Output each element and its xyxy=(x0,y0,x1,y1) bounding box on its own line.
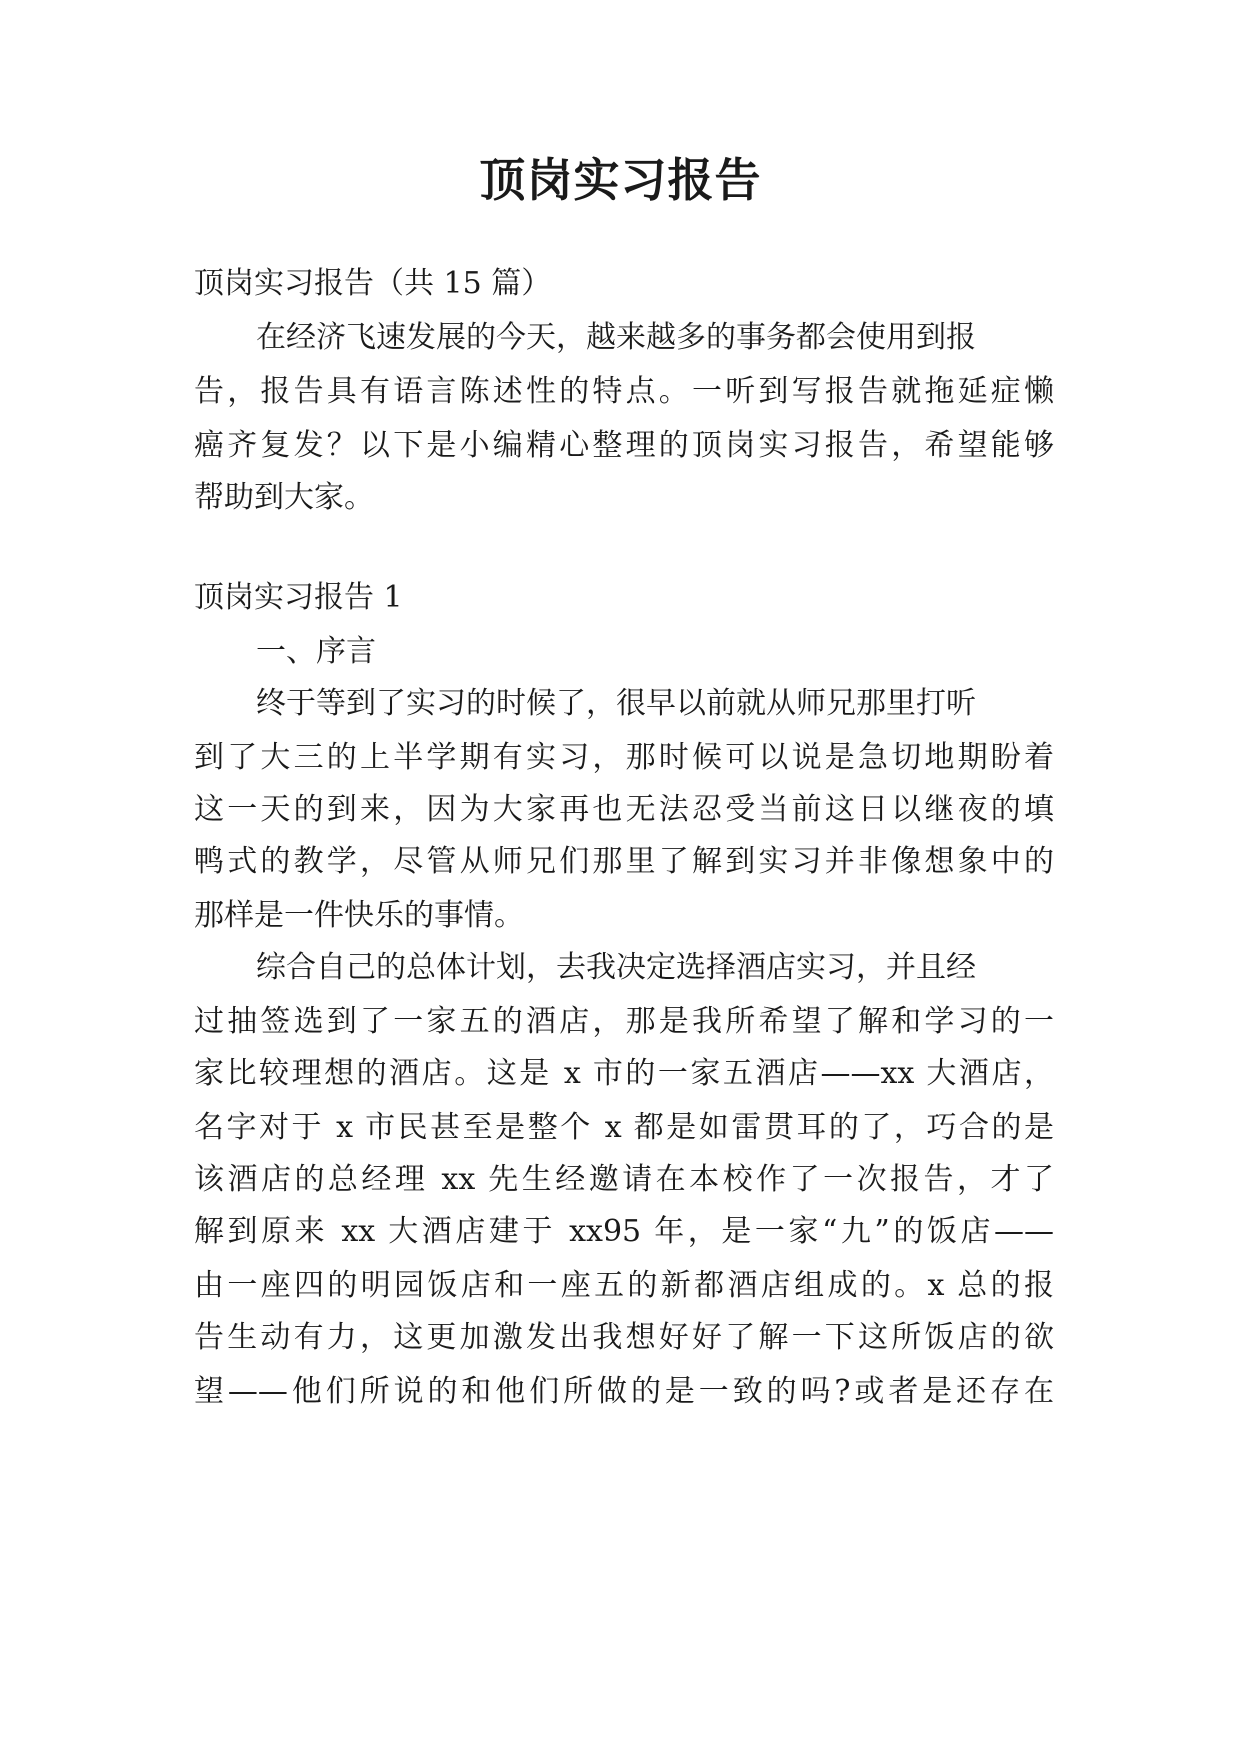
paragraph-line: 过抽签选到了一家五的酒店，那是我所希望了解和学习的一 xyxy=(194,1004,1054,1039)
paragraph-line: 由一座四的明园饭店和一座五的新都酒店组成的。x 总的报 xyxy=(194,1268,1054,1303)
paragraph-line: 这一天的到来，因为大家再也无法忍受当前这日以继夜的填 xyxy=(194,792,1054,827)
paragraph-line: 到了大三的上半学期有实习，那时候可以说是急切地期盼着 xyxy=(194,740,1054,775)
document-title: 顶岗实习报告 xyxy=(479,153,762,207)
intro-line: 癌齐复发？以下是小编精心整理的顶岗实习报告，希望能够 xyxy=(194,428,1054,463)
collection-heading: 顶岗实习报告（共 15 篇） xyxy=(194,266,552,301)
paragraph-line: 解到原来 xx 大酒店建于 xx95 年，是一家“九”的饭店—— xyxy=(194,1214,1054,1249)
paragraph-line: 家比较理想的酒店。这是 x 市的一家五酒店——xx 大酒店， xyxy=(194,1056,1054,1091)
paragraph-line: 鸭式的教学，尽管从师兄们那里了解到实习并非像想象中的 xyxy=(194,844,1054,879)
paragraph-line: 该酒店的总经理 xx 先生经邀请在本校作了一次报告，才了 xyxy=(194,1162,1054,1197)
paragraph-line: 名字对于 x 市民甚至是整个 x 都是如雷贯耳的了，巧合的是 xyxy=(194,1110,1054,1145)
paragraph-line: 终于等到了实习的时候了，很早以前就从师兄那里打听 xyxy=(256,686,976,721)
paragraph-line: 那样是一件快乐的事情。 xyxy=(194,898,524,933)
section-heading: 顶岗实习报告 1 xyxy=(194,580,403,615)
intro-line: 告，报告具有语言陈述性的特点。一听到写报告就拖延症懒 xyxy=(194,374,1054,409)
intro-line: 帮助到大家。 xyxy=(194,480,374,515)
paragraph-line: 综合自己的总体计划，去我决定选择酒店实习，并且经 xyxy=(256,950,976,985)
subheading: 一、序言 xyxy=(256,634,376,669)
intro-line: 在经济飞速发展的今天，越来越多的事务都会使用到报 xyxy=(256,320,976,355)
paragraph-line: 告生动有力，这更加激发出我想好好了解一下这所饭店的欲 xyxy=(194,1320,1054,1355)
paragraph-line: 望——他们所说的和他们所做的是一致的吗?或者是还存在 xyxy=(194,1374,1054,1409)
